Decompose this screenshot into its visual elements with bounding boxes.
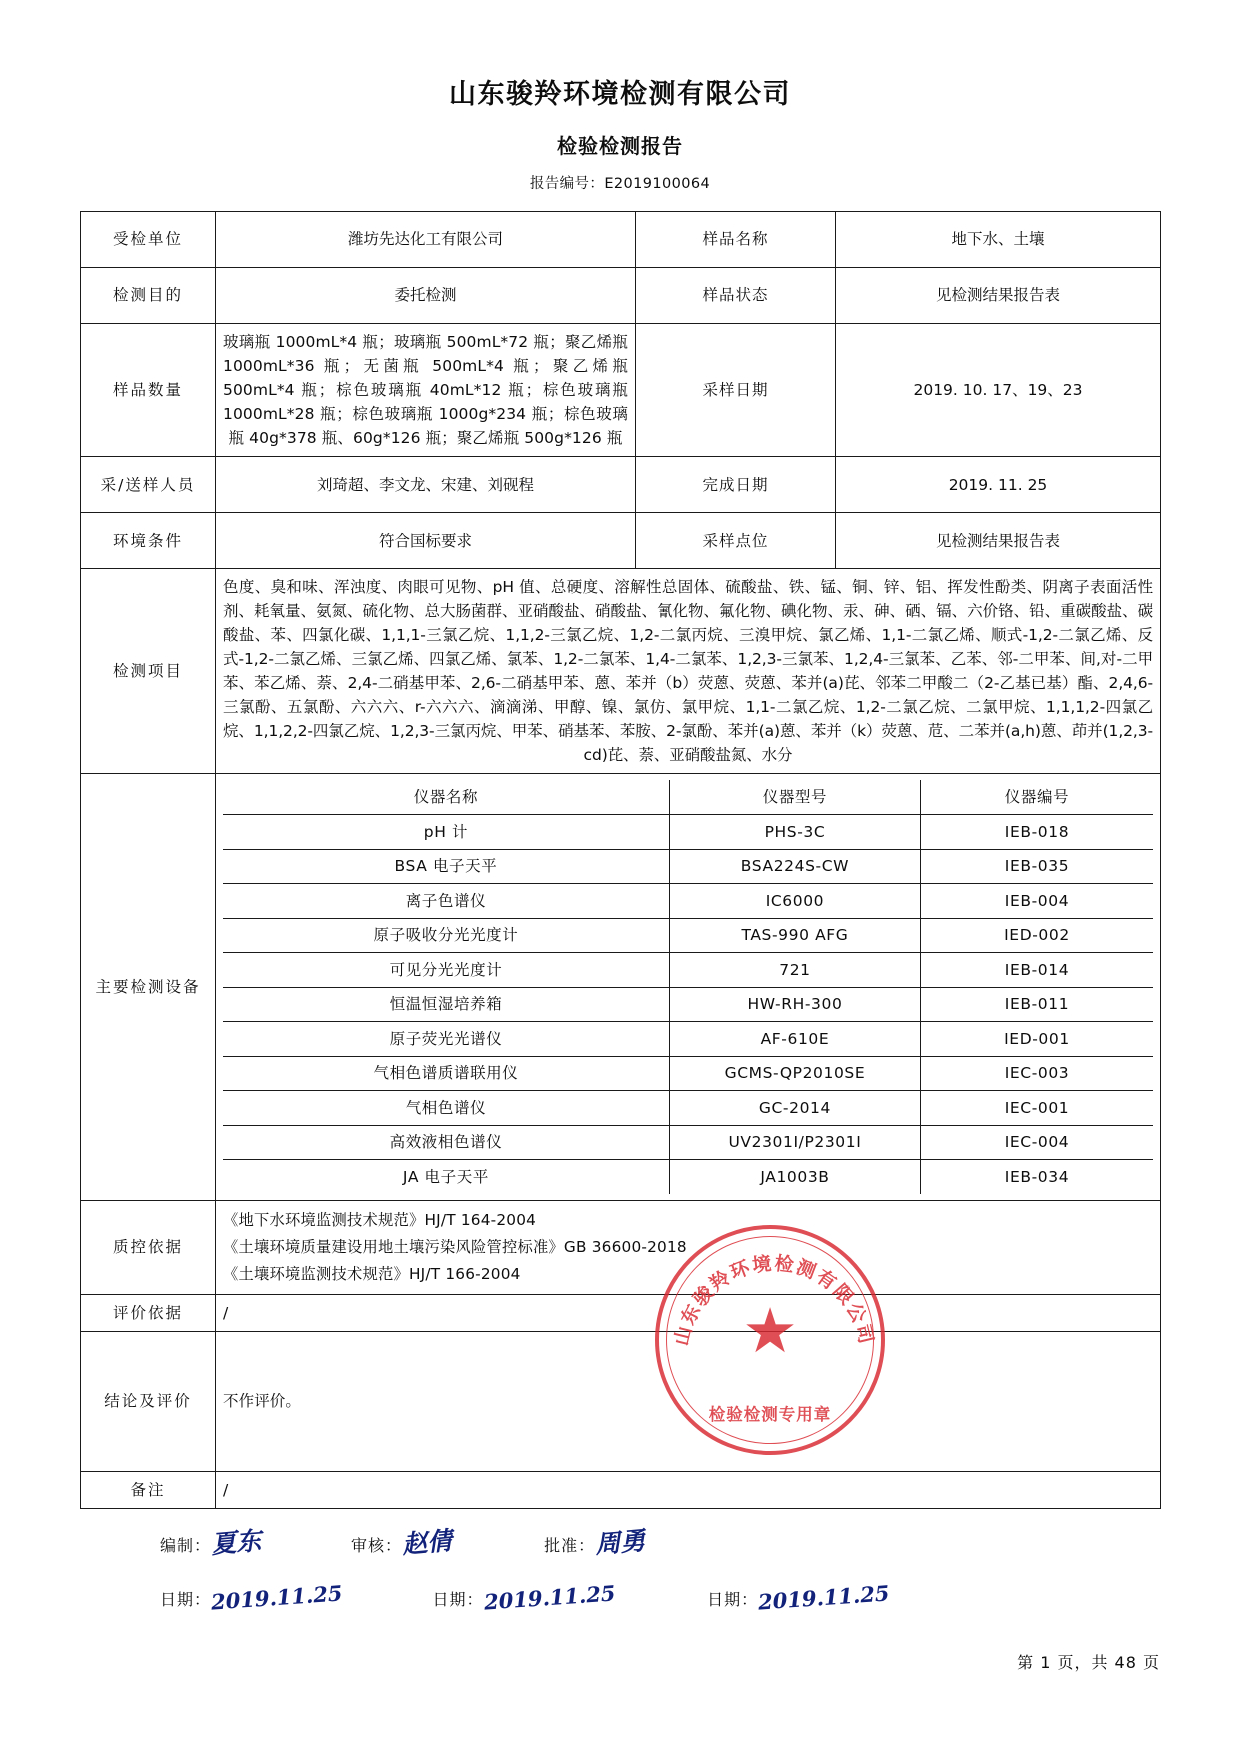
equipment-row-cell: GC-2014 [669,1091,920,1126]
value-eval-basis: / [216,1294,1161,1331]
review-label: 审核： [351,1535,403,1555]
equipment-row-cell: BSA224S-CW [669,849,920,884]
review-date-handwriting: 2019.11.25 [482,1579,616,1615]
approve-name-handwriting: 周勇 [594,1525,647,1559]
table-row-purpose [81,268,1161,324]
review-signature [351,1523,452,1559]
equipment-table [223,780,1153,1194]
equipment-row-cell: IEB-004 [920,884,1153,919]
signature-area [0,1523,1240,1673]
equipment-row-cell: IEC-001 [920,1091,1153,1126]
report-sheet [0,211,1240,1509]
page-footer: 第 1 页，共 48 页 [1017,1652,1160,1672]
table-row-environment [81,513,1161,569]
value-sampler: 刘琦超、李文龙、宋建、刘砚程 [216,457,636,513]
value-remark: / [216,1471,1161,1508]
label-purpose: 检测目的 [81,268,216,324]
label-sampling-point: 采样点位 [636,513,836,569]
equipment-row-cell: GCMS-QP2010SE [669,1056,920,1091]
equipment-table-host [216,774,1161,1201]
label-remark: 备注 [81,1471,216,1508]
value-quantity: 玻璃瓶 1000mL*4 瓶；玻璃瓶 500mL*72 瓶；聚乙烯瓶 1000mL*36 瓶；无菌瓶 500mL*4 瓶；聚乙烯瓶 500mL*4 瓶；棕色玻璃瓶 40mL*12 瓶；棕色玻璃瓶 1000mL*28 瓶；棕色玻璃瓶 1000g*234 瓶；棕色玻璃瓶 40g*378 瓶、60g*126 瓶；聚乙烯瓶 500g*126 瓶 [216,324,636,457]
company-title: 山东骏羚环境检测有限公司 [449,79,791,110]
value-complete-date: 2019. 11. 25 [836,457,1161,513]
label-client: 受检单位 [81,212,216,268]
value-purpose: 委托检测 [216,268,636,324]
approve-date-label: 日期： [707,1589,759,1609]
equipment-row-cell: IEB-011 [920,987,1153,1022]
equipment-row-cell: 原子吸收分光光度计 [223,918,669,953]
signature-name-row [80,1523,1160,1559]
equipment-row [223,953,1153,988]
value-sample-state: 见检测结果报告表 [836,268,1161,324]
label-environment: 环境条件 [81,513,216,569]
equipment-row [223,1160,1153,1195]
value-sampling-point: 见检测结果报告表 [836,513,1161,569]
equipment-row-cell: IEB-035 [920,849,1153,884]
label-complete-date: 完成日期 [636,457,836,513]
equipment-row [223,1091,1153,1126]
label-sample-name: 样品名称 [636,212,836,268]
equipment-row-cell: IED-002 [920,918,1153,953]
table-row-eval-basis [81,1294,1161,1331]
equipment-row-cell: IEB-018 [920,815,1153,850]
value-test-items: 色度、臭和味、浑浊度、肉眼可见物、pH 值、总硬度、溶解性总固体、硫酸盐、铁、锰、铜、锌、铝、挥发性酚类、阴离子表面活性剂、耗氧量、氨氮、硫化物、总大肠菌群、亚硝酸盐、硝酸盐、氰化物、氟化物、碘化物、汞、砷、硒、镉、六价铬、铅、重碳酸盐、碳酸盐、苯、四氯化碳、1,1,1-三氯乙烷、1,1,2-三氯乙烷、1,2-二氯丙烷、三溴甲烷、氯乙烯、1,1-二氯乙烯、顺式-1,2-二氯乙烯、反式-1,2-二氯乙烯、三氯乙烯、四氯乙烯、氯苯、1,2-二氯苯、1,4-二氯苯、1,2,3-三氯苯、1,2,4-三氯苯、乙苯、邻-二甲苯、间,对-二甲苯、苯乙烯、萘、2,4-二硝基甲苯、2,6-二硝基甲苯、蒽、苯并（b）荧蒽、荧蒽、苯并(a)芘、邻苯二甲酸二（2-乙基已基）酯、2,4,6-三氯酚、五氯酚、六六六、r-六六六、滴滴涕、甲醇、镍、氯仿、氯甲烷、1,1-二氯乙烷、1,2-二氯乙烷、二氯甲烷、1,1,1,2-四氯乙烷、1,1,2,2-四氯乙烷、1,2,3-三氯丙烷、甲苯、硝基苯、苯胺、2-氯酚、苯并(a)蒽、苯并（k）荧蒽、苊、二苯并(a,h)蒽、茚并(1,2,3-cd)芘、萘、亚硝酸盐氮、水分 [216,569,1161,774]
compile-label: 编制： [160,1535,212,1555]
label-sampling-date: 采样日期 [636,324,836,457]
table-row-conclusion [81,1331,1161,1471]
table-row-client [81,212,1161,268]
equipment-row-cell: BSA 电子天平 [223,849,669,884]
equipment-row-cell: IED-001 [920,1022,1153,1057]
table-row-sampler [81,457,1161,513]
equipment-header-row-cell: 仪器编号 [920,780,1153,815]
compile-name-handwriting: 夏东 [209,1525,263,1559]
seal-bottom-label: 检验检测专用章 [708,1405,832,1424]
value-sample-name: 地下水、土壤 [836,212,1161,268]
equipment-header-row [223,780,1153,815]
compile-date-handwriting: 2019.11.25 [210,1579,344,1615]
compile-date-block [160,1579,344,1615]
label-qc-basis: 质控依据 [81,1201,216,1294]
equipment-row-cell: PHS-3C [669,815,920,850]
qc-basis-line: 《土壤环境质量建设用地土壤污染风险管控标准》GB 36600-2018 [223,1237,687,1256]
label-sample-state: 样品状态 [636,268,836,324]
document-header [0,0,1240,193]
equipment-row [223,815,1153,850]
equipment-row [223,1125,1153,1160]
signature-date-row [80,1579,1160,1615]
report-table [80,211,1161,1509]
label-conclusion: 结论及评价 [81,1331,216,1471]
equipment-row-cell: 气相色谱仪 [223,1091,669,1126]
table-row-remark [81,1471,1161,1508]
value-qc-basis [216,1201,1161,1294]
qc-basis-line: 《地下水环境监测技术规范》HJ/T 164-2004 [223,1211,537,1230]
equipment-row-cell: JA 电子天平 [223,1160,669,1195]
approve-date-handwriting: 2019.11.25 [757,1579,891,1615]
equipment-row-cell: HW-RH-300 [669,987,920,1022]
value-environment: 符合国标要求 [216,513,636,569]
equipment-row-cell: 离子色谱仪 [223,884,669,919]
table-row-equipment [81,774,1161,1201]
equipment-row-cell: 高效液相色谱仪 [223,1125,669,1160]
qc-basis-line: 《土壤环境监测技术规范》HJ/T 166-2004 [223,1264,521,1283]
equipment-row [223,987,1153,1022]
label-equipment: 主要检测设备 [81,774,216,1201]
review-name-handwriting: 赵倩 [401,1525,454,1559]
equipment-row-cell: pH 计 [223,815,669,850]
equipment-row-cell: AF-610E [669,1022,920,1057]
report-number: 报告编号：E2019100064 [529,176,711,192]
equipment-row [223,918,1153,953]
equipment-row-cell: IC6000 [669,884,920,919]
table-row-quantity [81,324,1161,457]
equipment-row-cell: 可见分光光度计 [223,953,669,988]
equipment-row-cell: IEC-003 [920,1056,1153,1091]
equipment-row-cell: 721 [669,953,920,988]
equipment-row-cell: UV2301I/P2301I [669,1125,920,1160]
label-quantity: 样品数量 [81,324,216,457]
equipment-row [223,849,1153,884]
equipment-header-row-cell: 仪器名称 [223,780,669,815]
review-date-block [432,1579,616,1615]
equipment-row-cell: 原子荧光光谱仪 [223,1022,669,1057]
equipment-row-cell: JA1003B [669,1160,920,1195]
equipment-row-cell: TAS-990 AFG [669,918,920,953]
compile-signature [160,1523,261,1559]
equipment-row-cell: IEB-014 [920,953,1153,988]
value-client: 潍坊先达化工有限公司 [216,212,636,268]
equipment-row [223,1022,1153,1057]
label-test-items: 检测项目 [81,569,216,774]
svg-text:山东骏羚环境检测有限公司: 山东骏羚环境检测有限公司 [670,1252,878,1348]
equipment-row-cell: IEC-004 [920,1125,1153,1160]
approve-signature [544,1523,645,1559]
approve-label: 批准： [544,1535,596,1555]
compile-date-label: 日期： [160,1589,212,1609]
equipment-row-cell: 气相色谱质谱联用仪 [223,1056,669,1091]
equipment-row-cell: 恒温恒湿培养箱 [223,987,669,1022]
label-sampler: 采/送样人员 [81,457,216,513]
value-sampling-date: 2019. 10. 17、19、23 [836,324,1161,457]
report-title: 检验检测报告 [557,134,683,158]
table-row-test-items [81,569,1161,774]
seal-star-icon: ★ [742,1294,798,1368]
value-conclusion: 不作评价。 [216,1331,1161,1471]
equipment-row [223,1056,1153,1091]
equipment-row [223,884,1153,919]
label-eval-basis: 评价依据 [81,1294,216,1331]
equipment-row-cell: IEB-034 [920,1160,1153,1195]
table-row-qc-basis [81,1201,1161,1294]
equipment-header-row-cell: 仪器型号 [669,780,920,815]
approve-date-block [707,1579,891,1615]
review-date-label: 日期： [432,1589,484,1609]
